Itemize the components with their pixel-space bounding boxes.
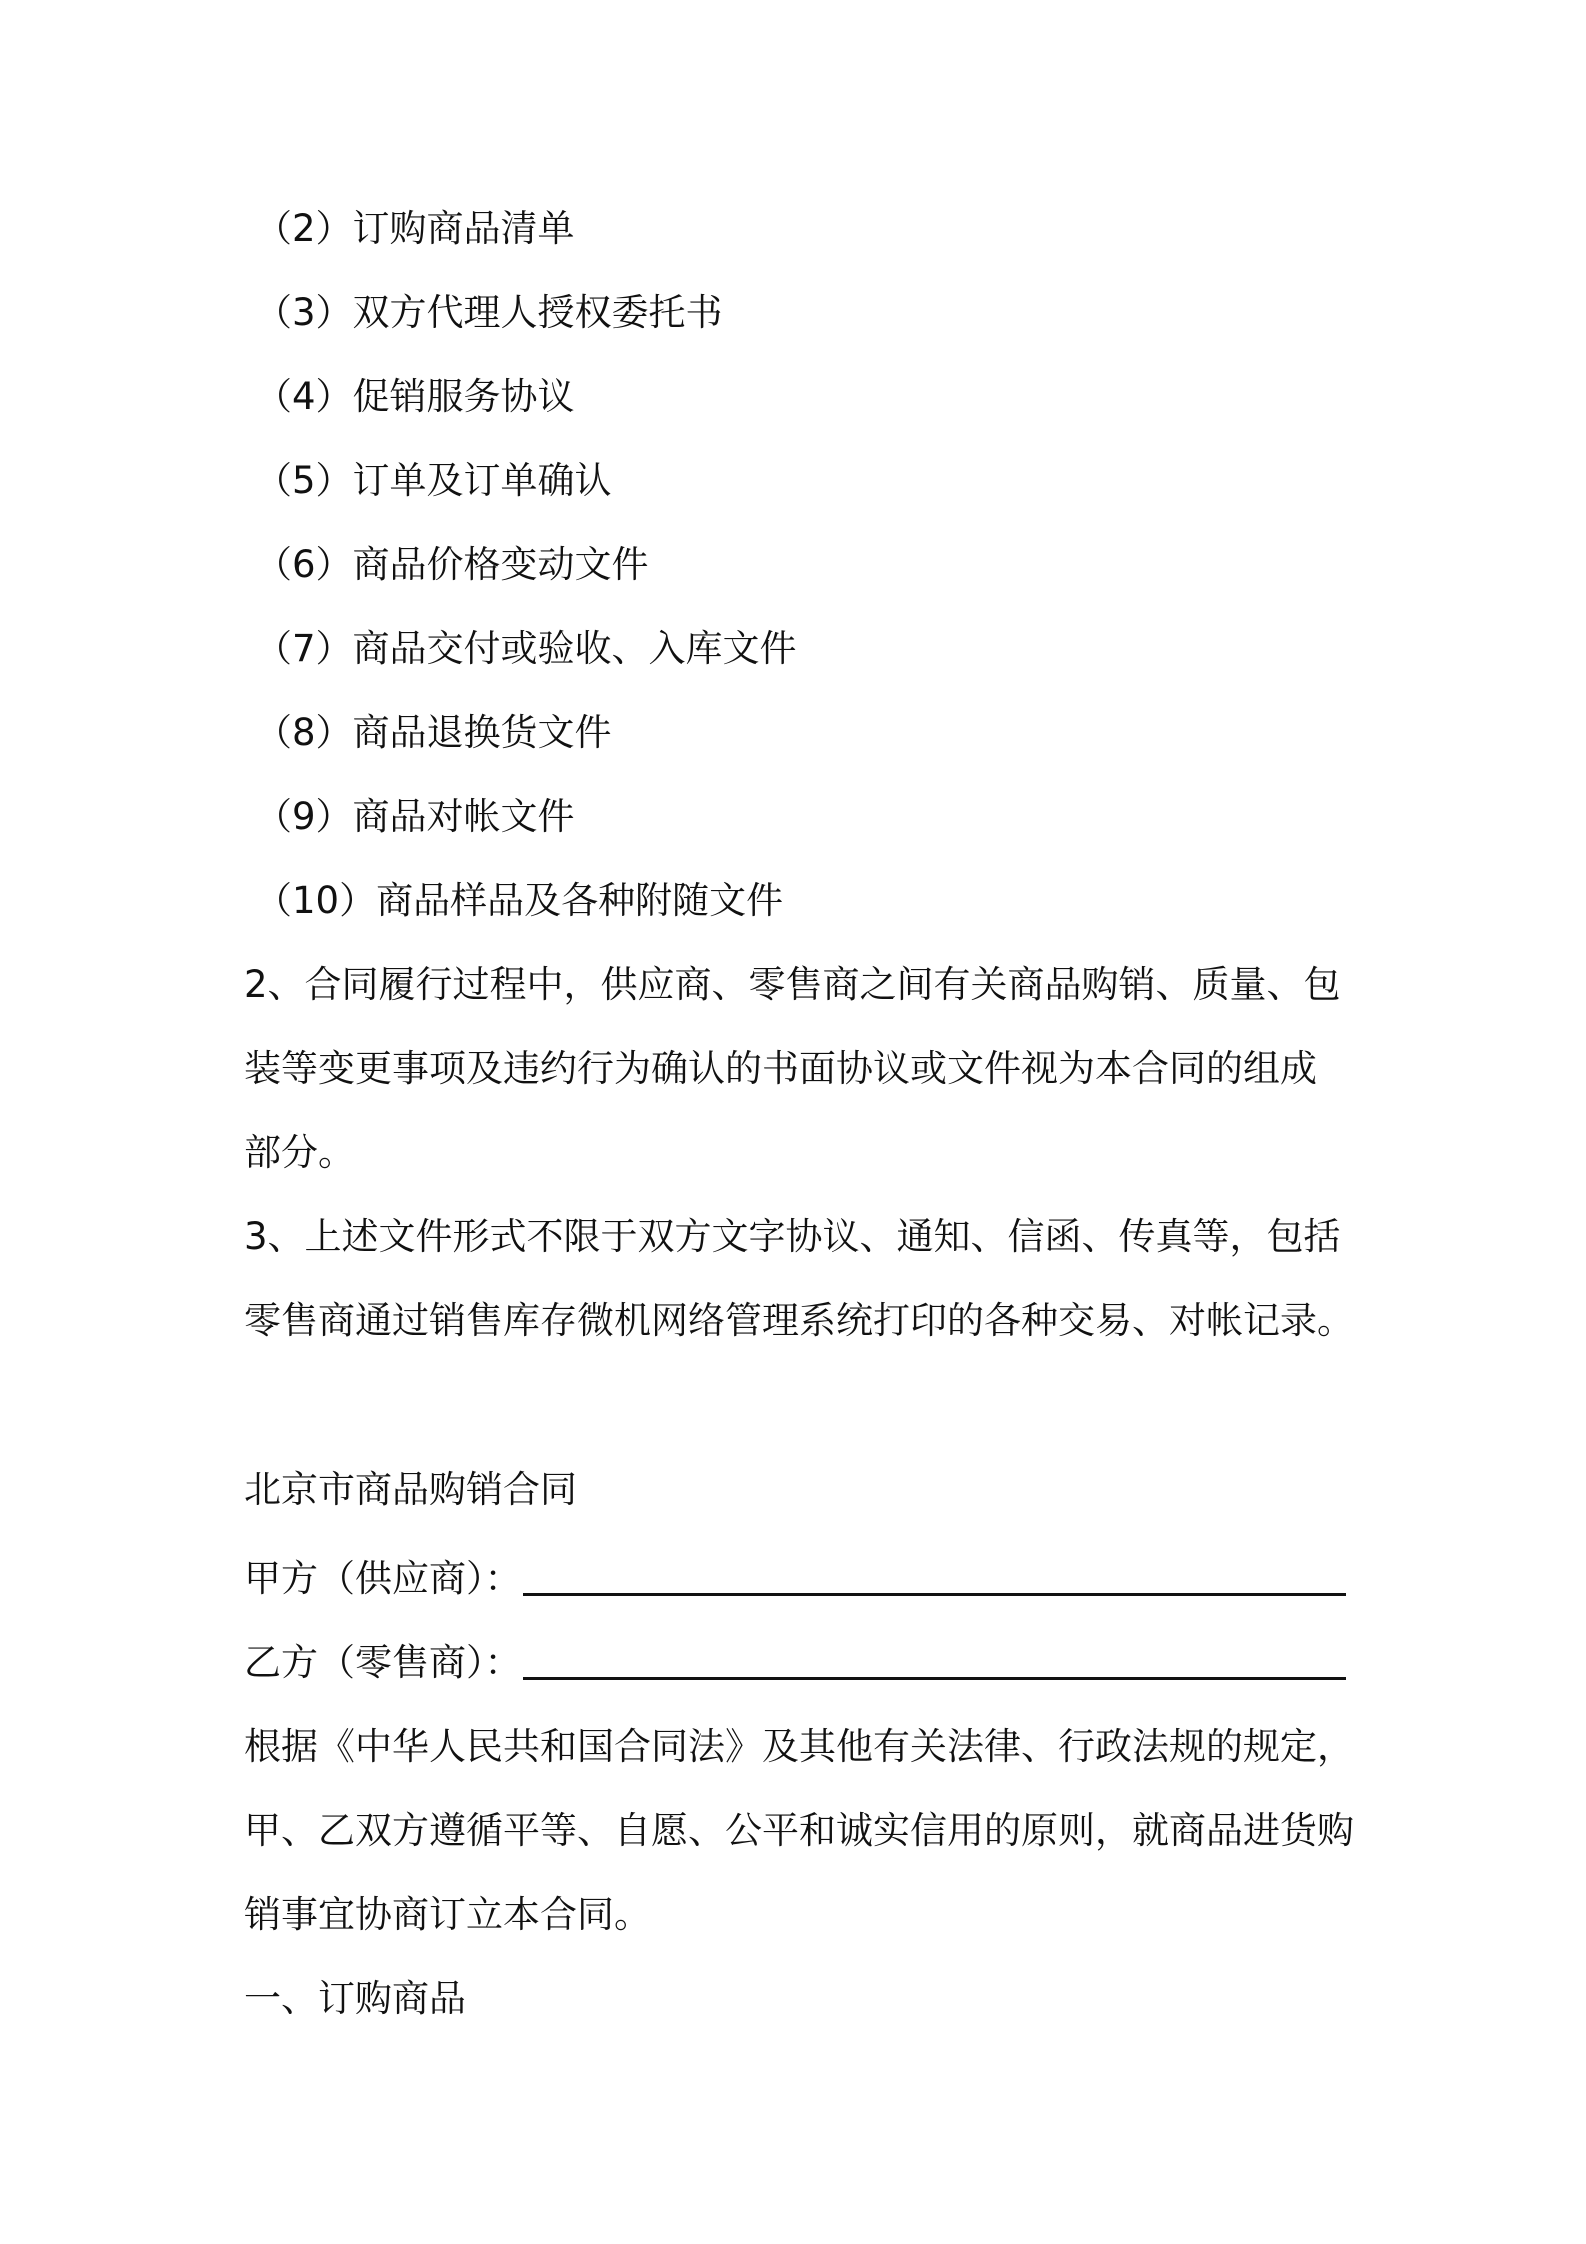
list-item: （9）商品对帐文件	[255, 795, 575, 838]
clause-2-line: 2、合同履行过程中，供应商、零售商之间有关商品购销、质量、包	[244, 963, 1341, 1006]
list-item: （8）商品退换货文件	[255, 711, 612, 754]
preamble-line: 销事宜协商订立本合同。	[244, 1893, 651, 1936]
list-item: （6）商品价格变动文件	[255, 543, 649, 586]
preamble-line: 甲、乙双方遵循平等、自愿、公平和诚实信用的原则，就商品进货购	[244, 1809, 1354, 1852]
party-a-label: 甲方（供应商）：	[244, 1557, 522, 1600]
clause-2-line: 装等变更事项及违约行为确认的书面协议或文件视为本合同的组成	[244, 1047, 1317, 1090]
list-item: （7）商品交付或验收、入库文件	[255, 627, 797, 670]
list-item: （3）双方代理人授权委托书	[255, 291, 723, 334]
clause-3-line: 3、上述文件形式不限于双方文字协议、通知、信函、传真等，包括	[244, 1215, 1341, 1258]
list-item: （5）订单及订单确认	[255, 459, 612, 502]
contract-title: 北京市商品购销合同	[244, 1468, 577, 1511]
section-1-heading: 一、订购商品	[244, 1977, 466, 2020]
party-b-label: 乙方（零售商）：	[244, 1641, 522, 1684]
clause-3-line: 零售商通过销售库存微机网络管理系统打印的各种交易、对帐记录。	[244, 1299, 1354, 1342]
list-item: （4）促销服务协议	[255, 375, 575, 418]
clause-2-line: 部分。	[244, 1131, 355, 1174]
party-a-blank-line[interactable]	[523, 1593, 1346, 1596]
list-item: （10）商品样品及各种附随文件	[255, 879, 784, 922]
preamble-line: 根据《中华人民共和国合同法》及其他有关法律、行政法规的规定，	[244, 1725, 1354, 1768]
party-b-blank-line[interactable]	[523, 1677, 1346, 1680]
list-item: （2）订购商品清单	[255, 207, 575, 250]
